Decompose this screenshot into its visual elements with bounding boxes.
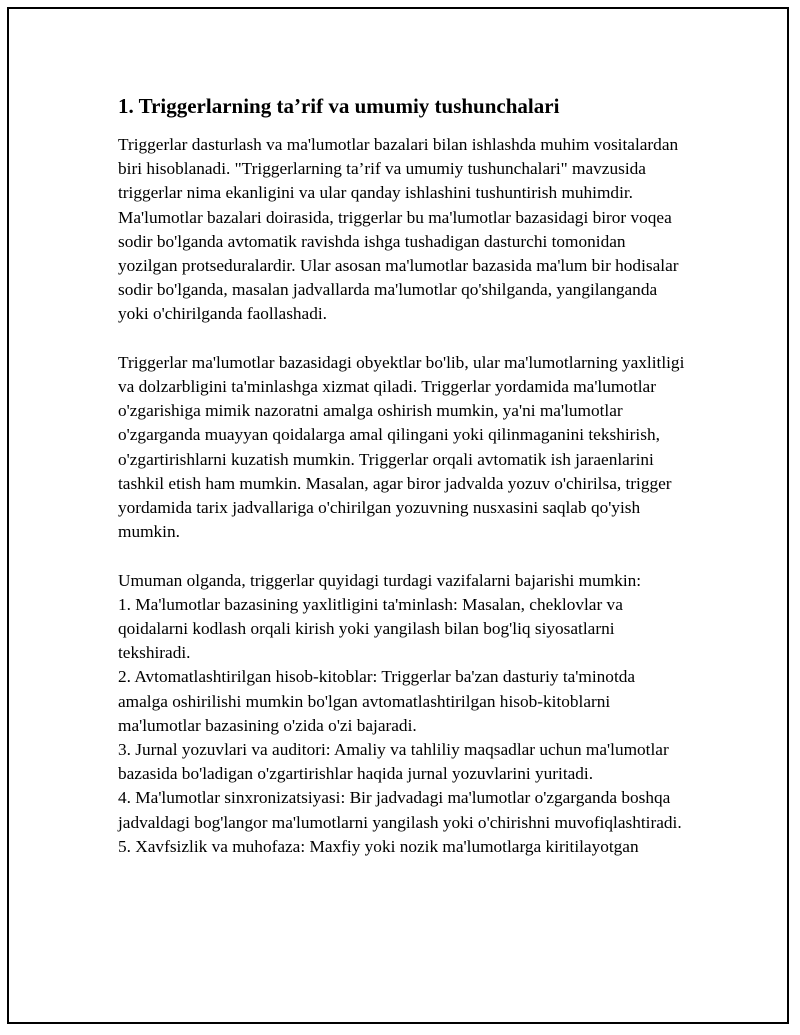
paragraph-list-intro: Umuman olganda, triggerlar quyidagi turdagi vazifalarni bajarishi mumkin: xyxy=(118,570,642,590)
paragraph-purpose: Triggerlar ma'lumotlar bazasidagi obyektlar bo'lib, ular ma'lumotlarning yaxlitligi va dolzarbligini ta'minlashga xizmat qiladi. Triggerlar yordamida ma'lumotlar o'zgarishiga mimik nazoratni amalga oshirish mumkin, ya'ni ma'lumotlar o'zgarganda muayyan qoidalarga amal qilingani yoki qilinmaganini tekshirish, o'zgartirishlarni kuzatish mumkin. Triggerlar orqali avtomatik ish jaraenlarini tashkil etish ham mumkin. Masalan, agar biror jadvalda yozuv o'chirilsa, trigger yordamida tarix jadvallariga o'chirilgan yozuvning nusxasini saqlab qo'yish mumkin. xyxy=(118,352,685,542)
list-item: 3. Jurnal yozuvlari va auditori: Amaliy va tahliliy maqsadlar uchun ma'lumotlar bazasida bo'ladigan o'zgartirishlar haqida jurnal yozuvlarini yuritadi. xyxy=(118,740,669,784)
paragraph-intro: Triggerlar dasturlash va ma'lumotlar bazalari bilan ishlashda muhim vositalardan biri hisoblanadi. "Triggerlarning ta’rif va umumiy tushunchalari" mavzusida triggerlar nima ekanligini va ular qanday ishlashini tushuntirish muhimdir. Ma'lumotlar bazalari doirasida, triggerlar bu ma'lumotlar bazasidagi biror voqea sodir bo'lganda avtomatik ravishda ishga tushadigan dasturchi tomonidan yozilgan protseduralardir. Ular asosan ma'lumotlar bazasida ma'lum bir hodisalar sodir bo'lganda, masalan jadvallarda ma'lumotlar qo'shilganda, yangilanganda yoki o'chirilganda faollashadi. xyxy=(118,135,679,324)
list-item: 1. Ma'lumotlar bazasining yaxlitligini ta'minlash: Masalan, cheklovlar va qoidalarni kodlash orqali kirish yoki yangilash bilan bog'liq siyosatlarni tekshiradi. xyxy=(118,594,623,663)
list-item: 2. Avtomatlashtirilgan hisob-kitoblar: Triggerlar ba'zan dasturiy ta'minotda amalga oshirilishi mumkin bo'lgan avtomatlashtirilgan hisob-kitoblarni ma'lumotlar bazasining o'zida o'zi bajaradi. xyxy=(118,667,636,735)
section-heading: 1. Triggerlarning ta’rif va umumiy tushunchalari xyxy=(118,94,560,118)
list-item: 4. Ma'lumotlar sinxronizatsiyasi: Bir jadvadagi ma'lumotlar o'zgarganda boshqa jadvaldagi bog'langor ma'lumotlarni yangilash yoki o'chirishni muvofiqlashtiradi. xyxy=(118,788,682,832)
task-list xyxy=(118,593,688,859)
document-body xyxy=(118,93,688,859)
list-item: 5. Xavfsizlik va muhofaza: Maxfiy yoki nozik ma'lumotlarga kiritilayotgan xyxy=(118,836,639,856)
